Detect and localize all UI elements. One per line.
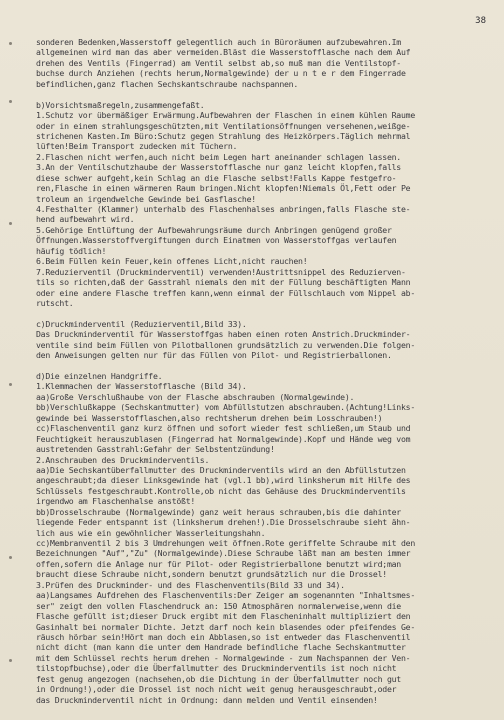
text-line: rutscht. <box>36 297 74 308</box>
text-line: 2.Flaschen nicht werfen,auch nicht beim Legen hart aneinander schlagen lassen. <box>36 151 401 162</box>
text-line: angeschraubt;da dieser Linksgewinde hat (vgl.1 bb),wird linksherum mit Hilfe des <box>36 475 411 486</box>
text-line: tilstopfbuchse),oder die Überfallmutter des Druckminderventils ist noch nicht <box>36 663 397 674</box>
text-line: braucht diese Schraube nicht,sondern benutzt grundsätzlich nur die Drossel! <box>36 569 387 580</box>
text-line: mit dem Schlüssel rechts herum drehen - Normalgewinde - zum Nachspannen der Ven- <box>36 652 411 663</box>
text-line: 1.Klemmachen der Wasserstofflasche (Bild 34). <box>36 381 247 392</box>
text-line: häufig tödlich! <box>36 245 107 256</box>
text-line: befindlichen,ganz flachen Sechskantschraube nachspannen. <box>36 78 299 89</box>
text-line: aa)Große Verschlußhaube von der Flasche abschrauben (Normalgewinde). <box>36 391 355 402</box>
text-line: Gasinhalt bei normaler Dichte. Jetzt darf noch kein blasendes oder pfeifendes Ge- <box>36 621 416 632</box>
text-line: 3.Prüfen des Druckminder- und des Flaschenventils(Bild 33 und 34). <box>36 579 345 590</box>
text-line: lüften!Beim Transport zudecken mit Tüchern. <box>36 141 238 152</box>
text-line: 7.Reduzierventil (Druckminderventil) verwenden!Austrittsnippel des Reduzierven- <box>36 266 406 277</box>
text-line: b)Vorsichtsmaßregeln,zusammengefaßt. <box>36 99 205 110</box>
text-line: ventile sind beim Füllen von Pilotballonen grundsätzlich zu verwenden.Die folgen- <box>36 339 416 350</box>
text-line: Bezeichnungen "Auf","Zu" (Normalgewinde).Diese Schraube läßt man am besten immer <box>36 548 411 559</box>
text-line: diese schwer aufgeht,kein Schlag an die Flasche selbst!Falls Kappe festgefro- <box>36 172 397 183</box>
text-line: lich aus wie ein gewöhnlicher Wasserleitungshahn. <box>36 527 266 538</box>
binding-hole-mark <box>9 383 12 386</box>
text-line: tils so richten,daß der Gasstrahl niemals den mit der Füllung beschäftigten Mann <box>36 277 411 288</box>
text-line: ser" zeigt den vollen Flaschendruck an: 150 Atmosphären normalerweise,wenn die <box>36 600 401 611</box>
text-line: irgendwo am Flaschenhalse anstößt! <box>36 496 196 507</box>
text-line: 6.Beim Füllen kein Feuer,kein offenes Licht,nicht rauchen! <box>36 256 308 267</box>
text-line: liegende Feder entspannt ist (linksherum drehen!).Die Drosselschraube sieht ähn- <box>36 517 411 528</box>
text-line: oder in einem strahlungsgeschützten,mit Ventilationsöffnungen versehenen,weißge- <box>36 120 411 131</box>
text-line: cc)Membranventil 2 bis 3 Umdrehungen weit öffnen.Rote geriffelte Schraube mit den <box>36 538 416 548</box>
text-line: Das Druckminderventil für Wasserstoffgas haben einen roten Anstrich.Druckminder- <box>36 329 411 340</box>
text-line <box>36 361 502 371</box>
text-line: 5.Gehörige Entlüftung der Aufbewahrungsräume durch Anbringen genügend großer <box>36 224 392 235</box>
text-line: 4.Festhalter (Klammer) unterhalb des Flaschenhalses anbringen,falls Flasche ste- <box>36 204 411 214</box>
text-line: d)Die einzelnen Handgriffe. <box>36 371 163 381</box>
binding-hole-mark <box>9 42 12 45</box>
text-line: ren,Flasche in einen wärmeren Raum bringen.Nicht klopfen!Niemals Öl,Fett oder Pe <box>36 183 411 194</box>
text-line <box>36 89 502 99</box>
text-line: oder eine andere Flasche treffen kann,wenn einmal der Füllschlauch vom Nippel ab- <box>36 287 416 298</box>
text-line: Öffnungen.Wasserstoffvergiftungen durch Einatmen von Wasserstoffgas verlaufen <box>36 235 397 246</box>
text-line: strichenen Kasten.Im Büro:Schutz gegen Strahlung des Heizkörpers.Täglich mehrmal <box>36 130 411 141</box>
binding-hole-mark <box>9 556 12 559</box>
text-line: sonderen Bedenken,Wasserstoff gelegentlich auch in Büroräumen aufzubewahren.Im <box>36 37 401 47</box>
text-line: aa)Die Sechskantüberfallmutter des Druckminderventils wird an den Abfüllstutzen <box>36 464 406 475</box>
text-line: den Anweisungen gelten nur für das Füllen von Pilot- und Registrierballonen. <box>36 350 392 361</box>
text-line: aa)Langsames Aufdrehen des Flaschenventils:Der Zeiger am sogenannten "Inhaltsmes- <box>36 590 416 601</box>
text-line: drehen des Ventils (Fingerrad) am Ventil selbst ab,so muß man die Ventilstopf- <box>36 57 401 68</box>
text-line: c)Druckminderventil (Reduzierventil,Bild 33). <box>36 318 247 329</box>
text-line: fest genug angezogen (nachsehen,ob die Dichtung in der Überfallmutter noch gut <box>36 673 401 684</box>
text-line: Feuchtigkeit herauszublasen (Fingerrad hat Normalgewinde).Kopf und Hände weg vom <box>36 433 411 444</box>
text-line: austretenden Gasstrahl:Gefahr der Selbstentzündung! <box>36 444 275 455</box>
text-line: allgemeinen wird man das aber vermeiden.Bläst die Wasserstofflasche nach dem Auf <box>36 47 411 58</box>
text-line: buchse durch Anziehen (rechts herum,Normalgewinde) der u n t e r dem Fingerrade <box>36 68 406 79</box>
text-line: offen,sofern die Anlage nur für Pilot- oder Registrierballone benutzt wird;man <box>36 558 401 569</box>
text-line: 2.Anschrauben des Druckminderventils. <box>36 454 210 465</box>
text-line <box>36 308 502 318</box>
text-line: troleum an irgendwelche Gewinde bei Gasflasche! <box>36 193 256 204</box>
text-line: bb)Verschlußkappe (Sechskantmutter) vom Abfüllstutzen abschrauben.(Achtung!Links- <box>36 402 416 413</box>
binding-hole-mark <box>9 100 12 103</box>
text-line: 1.Schutz vor übermäßiger Erwärmung.Aufbewahren der Flaschen in einem kühlen Raume <box>36 110 416 121</box>
text-line: Flasche gefüllt ist;dieser Druck ergibt mit dem Flascheninhalt multipliziert den <box>36 611 411 622</box>
typewritten-body <box>36 37 502 705</box>
binding-hole-mark <box>9 659 12 662</box>
text-line: räusch hörbar sein!Hört man doch ein Abblasen,so ist entweder das Flaschenventil <box>36 631 411 642</box>
text-line: in Ordnung!),oder die Drossel ist noch nicht weit genug herausgeschraubt,oder <box>36 684 397 695</box>
text-line: bb)Drosselschraube (Normalgewinde) ganz weit heraus schrauben,bis die dahinter <box>36 506 401 517</box>
text-line: nicht dicht (man kann die unter dem Handrade befindliche flache Sechskantmutter <box>36 642 406 653</box>
binding-hole-mark <box>9 222 12 225</box>
text-line: das Druckminderventil nicht in Ordnung: dann melden und Ventil einsenden! <box>36 694 378 705</box>
text-line: gewinde bei Wasserstofflaschen,also rechtsherum drehen beim Losschrauben!) <box>36 412 383 423</box>
text-line: Schlüssels festgeschraubt.Kontrolle,ob nicht das Gehäuse des Druckminderventils <box>36 485 406 496</box>
text-line: cc)Flaschenventil ganz kurz öffnen und sofort wieder fest schließen,um Staub und <box>36 423 411 434</box>
text-line: hend aufbewahrt wird. <box>36 214 135 225</box>
page-number: 38 <box>475 16 486 26</box>
text-line: 3.An der Ventilschutzhaube der Wasserstofflasche nur ganz leicht klopfen,falls <box>36 162 401 173</box>
